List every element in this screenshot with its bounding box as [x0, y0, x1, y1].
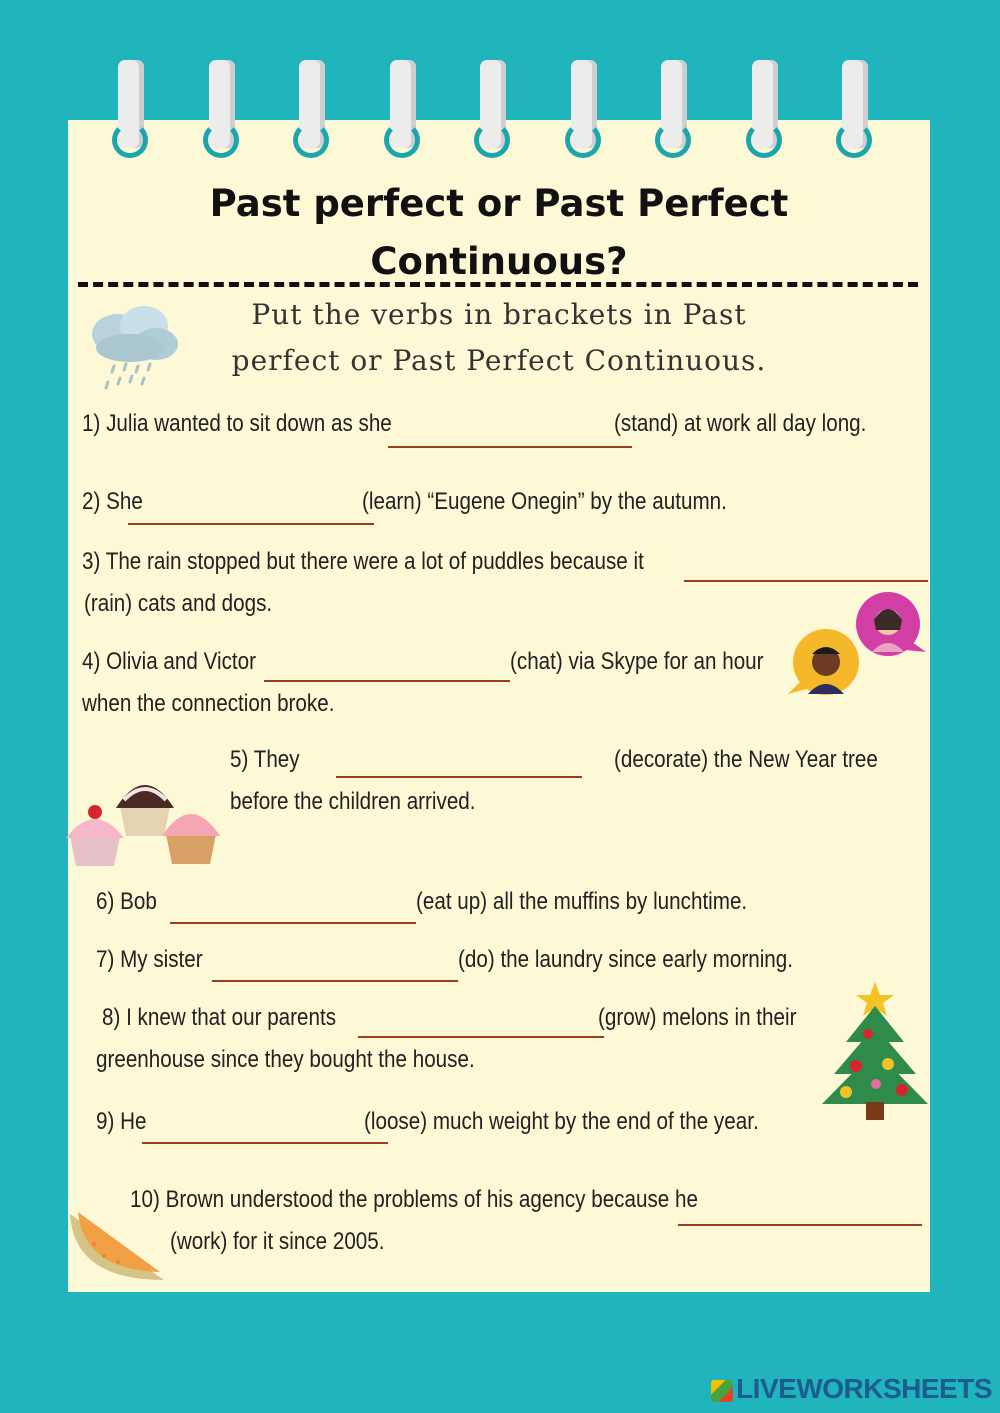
liveworksheets-logo-icon [711, 1380, 733, 1402]
liveworksheets-logo [711, 1373, 992, 1405]
question-6-start: 6) Bob [96, 888, 157, 915]
question-2-end: (learn) “Eugene Onegin” by the autumn. [362, 488, 727, 515]
answer-blank-1[interactable] [388, 446, 632, 448]
binder-ring [836, 60, 872, 180]
instruction-line2: perfect or Past Perfect Continuous. [231, 344, 767, 377]
question-9-start: 9) He [96, 1108, 147, 1135]
chat-avatars-icon [784, 590, 934, 702]
question-9-end: (loose) much weight by the end of the year. [364, 1108, 759, 1135]
page-title-line1: Past perfect or Past Perfect [209, 182, 789, 225]
question-3-end: (rain) cats and dogs. [84, 590, 273, 617]
christmas-tree-icon [818, 978, 934, 1124]
question-5-start: 5) They [230, 746, 300, 773]
title-divider [78, 282, 918, 287]
question-10-start: 10) Brown understood the problems of his agency because he [130, 1186, 698, 1213]
answer-blank-10[interactable] [678, 1224, 922, 1226]
answer-blank-2[interactable] [128, 523, 374, 525]
page-title-line2: Continuous? [370, 240, 628, 283]
question-8-start: 8) I knew that our parents [102, 1004, 337, 1031]
question-1-end: (stand) at work all day long. [614, 410, 867, 437]
question-4-continuation: when the connection broke. [82, 690, 335, 717]
answer-blank-4[interactable] [264, 680, 510, 682]
question-5-end: (decorate) the New Year tree [614, 746, 878, 773]
answer-blank-3[interactable] [684, 580, 928, 582]
answer-blank-5[interactable] [336, 776, 582, 778]
binder-ring [112, 60, 148, 180]
question-6-end: (eat up) all the muffins by lunchtime. [416, 888, 748, 915]
answer-blank-6[interactable] [170, 922, 416, 924]
answer-blank-9[interactable] [142, 1142, 388, 1144]
question-8-continuation: greenhouse since they bought the house. [96, 1046, 475, 1073]
question-3-start: 3) The rain stopped but there were a lot of puddles because it [82, 548, 644, 575]
question-4-start: 4) Olivia and Victor [82, 648, 256, 675]
binder-ring [746, 60, 782, 180]
binder-ring [474, 60, 510, 180]
binder-ring [293, 60, 329, 180]
cupcakes-icon [60, 770, 226, 874]
answer-blank-8[interactable] [358, 1036, 604, 1038]
question-8-end: (grow) melons in their [598, 1004, 797, 1031]
question-4-end: (chat) via Skype for an hour [510, 648, 764, 675]
footer-brand-text: LIVEWORKSHEETS [736, 1373, 992, 1404]
binder-ring [565, 60, 601, 180]
question-10-end: (work) for it since 2005. [170, 1228, 385, 1255]
question-7-start: 7) My sister [96, 946, 203, 973]
question-1-start: 1) Julia wanted to sit down as she [82, 410, 392, 437]
answer-blank-7[interactable] [212, 980, 458, 982]
question-5-continuation: before the children arrived. [230, 788, 476, 815]
binder-ring [384, 60, 420, 180]
instruction-line1: Put the verbs in brackets in Past [251, 298, 747, 331]
question-2-start: 2) She [82, 488, 143, 515]
binder-ring [655, 60, 691, 180]
question-7-end: (do) the laundry since early morning. [458, 946, 793, 973]
binder-ring [203, 60, 239, 180]
